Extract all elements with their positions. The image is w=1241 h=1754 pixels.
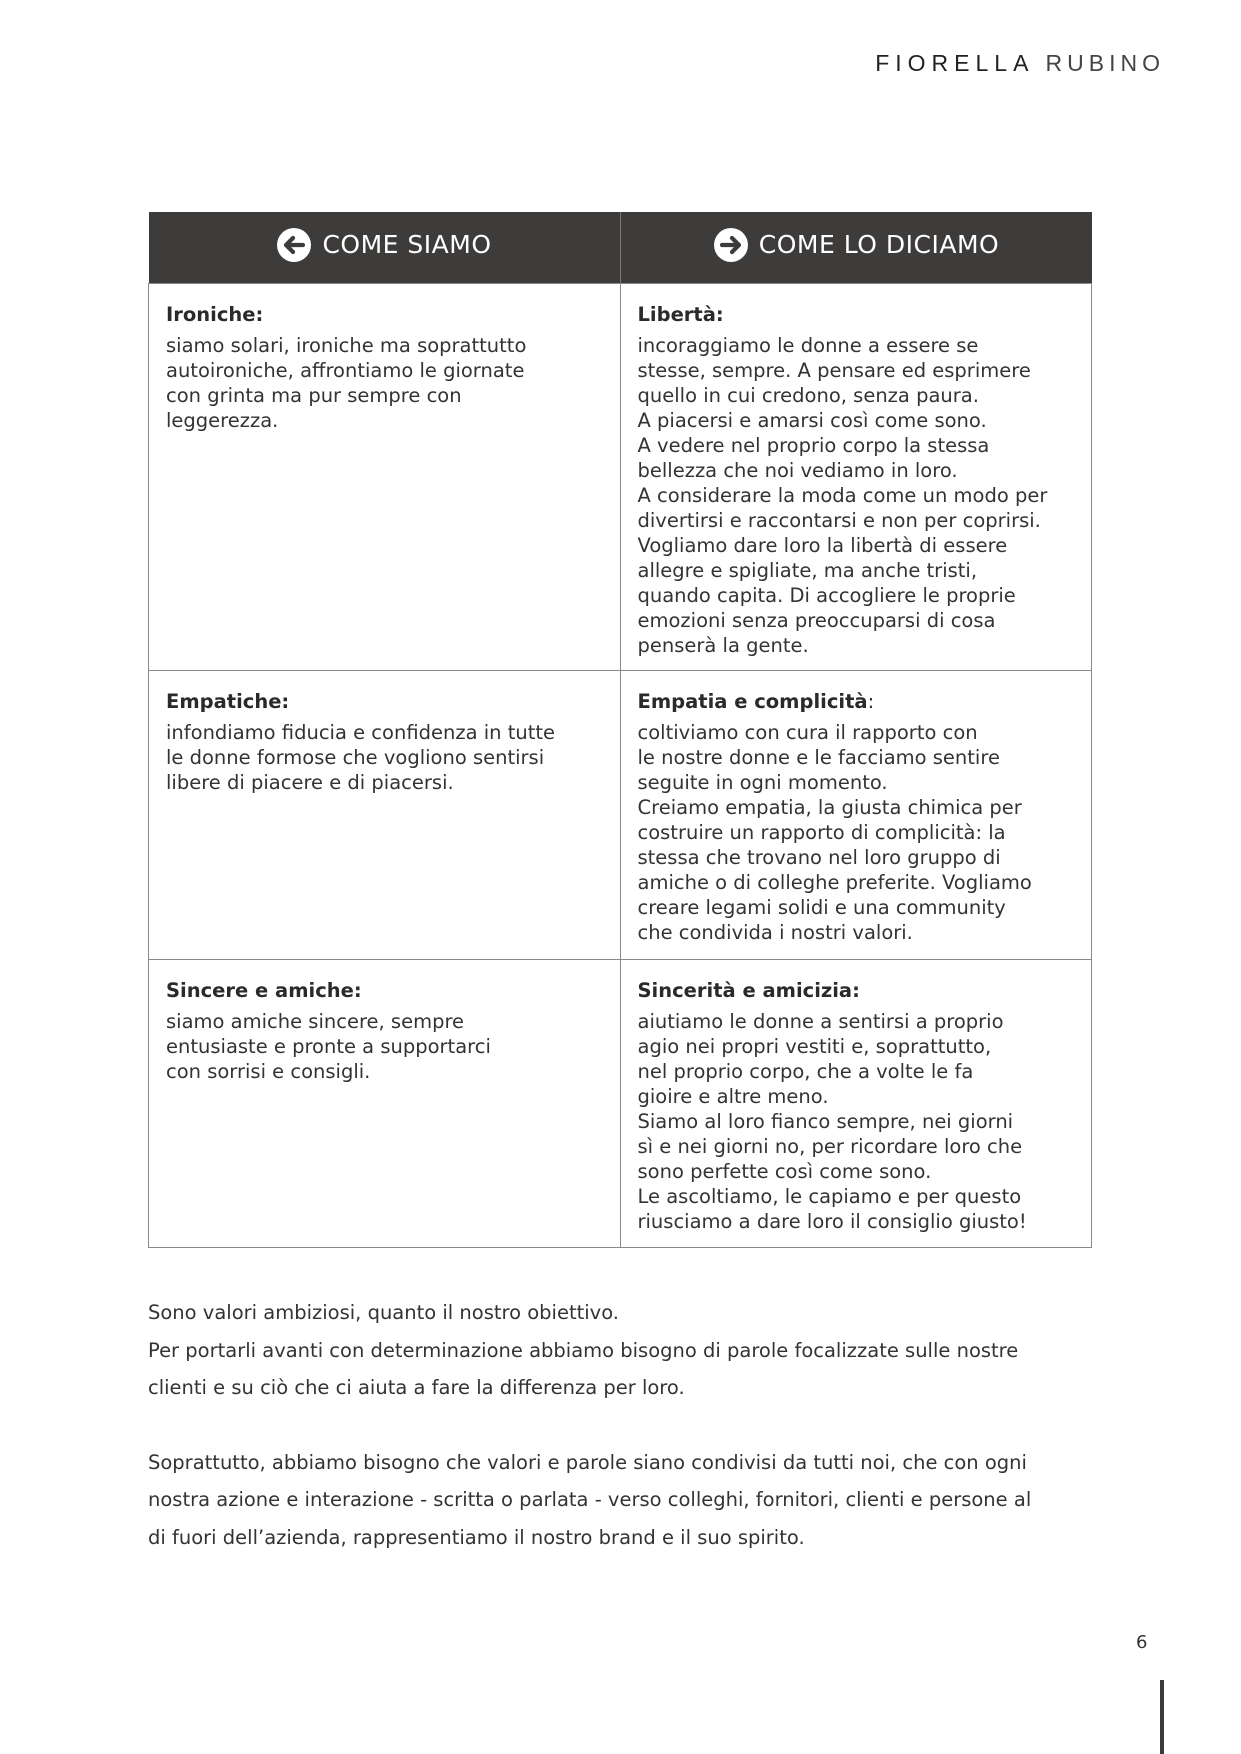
paragraph-line: Sono valori ambiziosi, quanto il nostro obiettivo.	[148, 1301, 619, 1324]
table-row	[149, 960, 1092, 1248]
cell-text-line: quando capita. Di accogliere le proprie	[637, 584, 1016, 607]
table-row	[149, 284, 1092, 671]
cell-text-line: Creiamo empatia, la giusta chimica per	[637, 796, 1022, 819]
cell-text-line: stessa che trovano nel loro gruppo di	[637, 846, 1001, 869]
table-cell-left	[149, 284, 621, 671]
cell-text-line: le nostre donne e le facciamo sentire	[637, 746, 1000, 769]
body-text	[148, 1294, 1108, 1556]
cell-text-line: entusiaste e pronte a supportarci	[166, 1035, 491, 1058]
column-header-come-siamo	[149, 212, 621, 284]
cell-text-line: con grinta ma pur sempre con	[166, 384, 462, 407]
table-row	[149, 671, 1092, 960]
table-cell-right	[620, 671, 1092, 960]
table-cell-left	[149, 960, 621, 1248]
cell-text-line: nel proprio corpo, che a volte le fa	[637, 1060, 974, 1083]
cell-text-line: sì e nei giorni no, per ricordare loro che	[637, 1135, 1023, 1158]
cell-text-line: Siamo al loro fianco sempre, nei giorni	[637, 1110, 1014, 1133]
cell-text-line: creare legami solidi e una community	[637, 896, 1006, 919]
cell-title-text: Empatia e complicità	[637, 690, 868, 713]
arrow-right-circle-icon	[713, 227, 749, 263]
cell-text-line: agio nei propri vestiti e, soprattutto,	[637, 1035, 992, 1058]
paragraph	[148, 1294, 1108, 1407]
paragraph	[148, 1444, 1108, 1557]
page-number: 6	[1136, 1632, 1148, 1653]
cell-title: Libertà:	[637, 303, 724, 326]
cell-text-line: siamo amiche sincere, sempre	[166, 1010, 465, 1033]
cell-text-line: allegre e spigliate, ma anche tristi,	[637, 559, 978, 582]
table-cell-left	[149, 671, 621, 960]
cell-text-line: siamo solari, ironiche ma soprattutto	[166, 334, 527, 357]
paragraph-line: nostra azione e interazione - scritta o parlata - verso colleghi, fornitori, clienti e persone al	[148, 1488, 1032, 1511]
cell-text-line: divertirsi e raccontarsi e non per coprirsi.	[637, 509, 1041, 532]
page-marker-bar	[1160, 1680, 1164, 1754]
table-cell-right	[620, 960, 1092, 1248]
cell-text-line: amiche o di colleghe preferite. Vogliamo	[637, 871, 1032, 894]
values-table	[148, 212, 1092, 1248]
cell-text-line: autoironiche, affrontiamo le giornate	[166, 359, 525, 382]
brand-logo	[875, 50, 1165, 77]
column-title: COME SIAMO	[322, 230, 492, 259]
cell-text-line: quello in cui credono, senza paura.	[637, 384, 979, 407]
cell-text-line: con sorrisi e consigli.	[166, 1060, 371, 1083]
column-header-come-lo-diciamo	[620, 212, 1092, 284]
brand-last-name: RUBINO	[1045, 50, 1165, 76]
cell-text-line: leggerezza.	[166, 409, 279, 432]
cell-title-colon: :	[867, 690, 875, 713]
cell-text-line: riusciamo a dare loro il consiglio giusto!	[637, 1210, 1027, 1233]
cell-text-line: incoraggiamo le donne a essere se	[637, 334, 979, 357]
cell-text-line: libere di piacere e di piacersi.	[166, 771, 454, 794]
cell-text-line: emozioni senza preoccuparsi di cosa	[637, 609, 996, 632]
cell-text-line: sono perfette così come sono.	[637, 1160, 932, 1183]
arrow-left-circle-icon	[276, 227, 312, 263]
cell-text-line: che condivida i nostri valori.	[637, 921, 913, 944]
cell-text-line: bellezza che noi vediamo in loro.	[637, 459, 958, 482]
cell-title: Sincerità e amicizia:	[637, 979, 860, 1002]
paragraph-line: Soprattutto, abbiamo bisogno che valori e parole siano condivisi da tutti noi, che con ogni	[148, 1450, 1027, 1474]
table-cell-right	[620, 284, 1092, 671]
cell-text-line: Le ascoltiamo, le capiamo e per questo	[637, 1185, 1022, 1208]
cell-text-line: penserà la gente.	[637, 634, 809, 657]
brand-first-name: FIORELLA	[875, 50, 1034, 76]
cell-title	[638, 689, 1076, 714]
column-title: COME LO DICIAMO	[758, 230, 1000, 259]
cell-text-line: A piacersi e amarsi così come sono.	[637, 409, 987, 432]
cell-text-line: aiutiamo le donne a sentirsi a proprio	[637, 1010, 1004, 1033]
cell-text-line: Vogliamo dare loro la libertà di essere	[637, 534, 1008, 557]
cell-text-line: infondiamo fiducia e confidenza in tutte	[166, 721, 555, 744]
cell-text-line: coltiviamo con cura il rapporto con	[637, 721, 978, 744]
cell-text-line: A vedere nel proprio corpo la stessa	[637, 434, 990, 457]
cell-text-line: A considerare la moda come un modo per	[637, 484, 1048, 507]
cell-text-line: seguite in ogni momento.	[637, 771, 888, 794]
cell-title: Empatiche:	[166, 690, 290, 713]
paragraph-line: clienti e su ciò che ci aiuta a fare la differenza per loro.	[148, 1376, 685, 1399]
cell-title: Ironiche:	[166, 303, 264, 326]
cell-text-line: gioire e altre meno.	[637, 1085, 829, 1108]
cell-text-line: stesse, sempre. A pensare ed esprimere	[637, 359, 1031, 382]
cell-title: Sincere e amiche:	[166, 979, 362, 1002]
cell-text-line: costruire un rapporto di complicità: la	[637, 821, 1006, 844]
paragraph-line: di fuori dell’azienda, rappresentiamo il nostro brand e il suo spirito.	[148, 1525, 805, 1549]
cell-text-line: le donne formose che vogliono sentirsi	[166, 746, 545, 769]
paragraph-line: Per portarli avanti con determinazione abbiamo bisogno di parole focalizzate sulle nostre	[148, 1338, 1019, 1362]
